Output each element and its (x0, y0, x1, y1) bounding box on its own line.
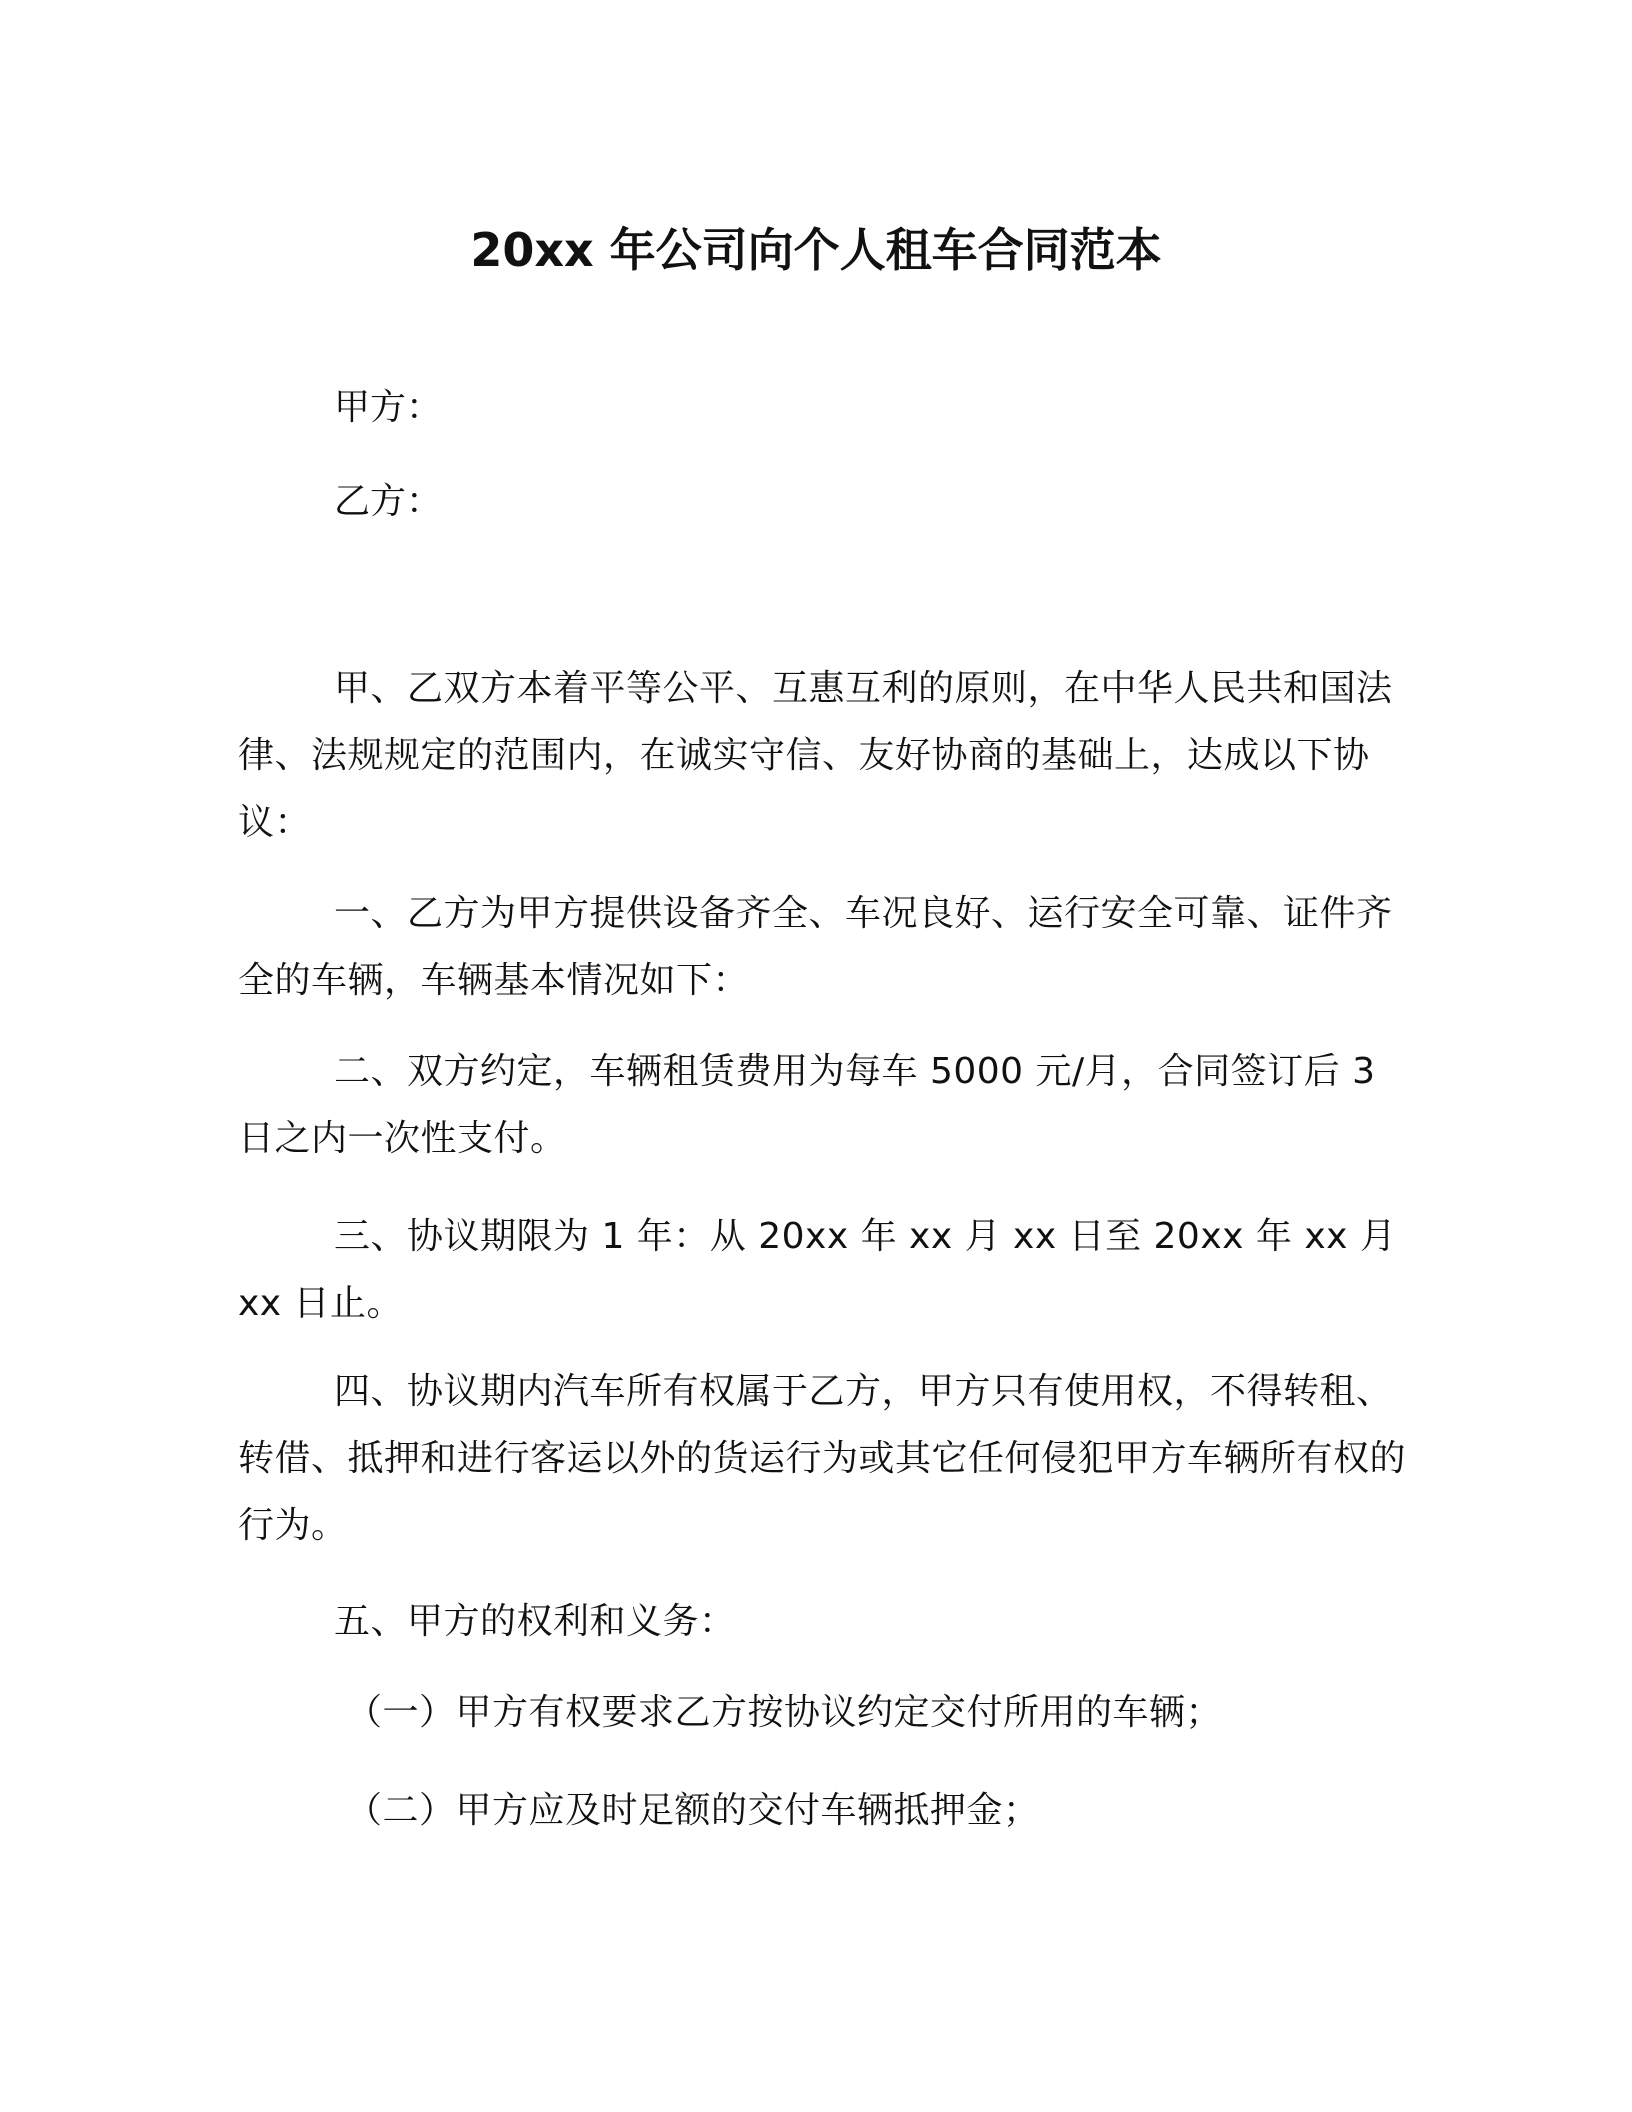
party-b-label: 乙方： (334, 481, 443, 522)
party-a-label: 甲方： (334, 387, 443, 428)
subitem-2: （二）甲方应及时足额的交付车辆抵押金； (346, 1790, 1040, 1831)
paragraph-clause-2: 二、双方约定，车辆租赁费用为每车 5000 元/月，合同签订后 3 日之内一次性支付。 (238, 1051, 1376, 1159)
subitem-1: （一）甲方有权要求乙方按协议约定交付所用的车辆； (346, 1692, 1223, 1733)
paragraph-clause-5: 五、甲方的权利和义务： (334, 1601, 736, 1642)
paragraph-clause-4: 四、协议期内汽车所有权属于乙方，甲方只有使用权，不得转租、转借、抵押和进行客运以外的货运行为或其它任何侵犯甲方车辆所有权的行为。 (238, 1371, 1407, 1546)
document-title: 20xx 年公司向个人租车合同范本 (470, 223, 1162, 277)
paragraph-clause-3: 三、协议期限为 1 年：从 20xx 年 xx 月 xx 日至 20xx 年 xx 月 xx 日止。 (238, 1216, 1397, 1324)
paragraph-preamble: 甲、乙双方本着平等公平、互惠互利的原则，在中华人民共和国法律、法规规定的范围内，在诚实守信、友好协商的基础上，达成以下协议： (238, 668, 1393, 843)
paragraph-clause-1: 一、乙方为甲方提供设备齐全、车况良好、运行安全可靠、证件齐全的车辆，车辆基本情况如下： (238, 893, 1393, 1001)
